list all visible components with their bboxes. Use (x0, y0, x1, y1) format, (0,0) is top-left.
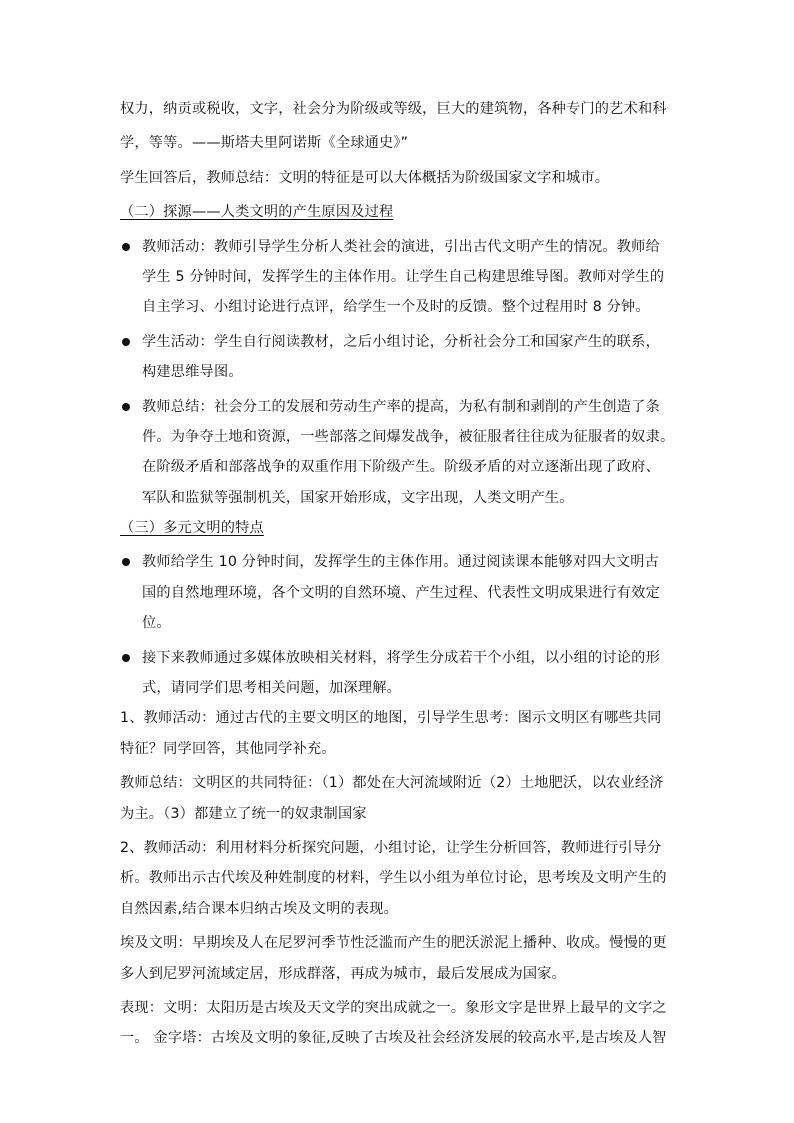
bullet-dot-icon (122, 338, 130, 346)
bullet-dot-icon (122, 654, 130, 662)
bullet-item (120, 327, 678, 388)
bullet-line: 教师活动：教师引导学生分析人类社会的演进，引出古代文明产生的情况。教师给 (142, 238, 660, 255)
bullet-item (120, 392, 678, 514)
bullet-line: 教师给学生 10 分钟时间，发挥学生的主体作用。通过阅读课本能够对四大文明古 (142, 554, 660, 571)
body-paragraphs (120, 703, 678, 1053)
bullet-line: 自主学习、小组讨论进行点评，给学生一个及时的反馈。整个过程用时 8 分钟。 (142, 299, 650, 316)
bullet-dot-icon (122, 243, 130, 251)
text-line: 教师总结：文明区的共同特征：（1）都处在大河流域附近（2）土地肥沃，以农业经济 (120, 775, 664, 792)
section-2 (120, 197, 678, 513)
bullet-line: 国的自然地理环境，各个文明的自然环境、产生过程、代表性文明成果进行有效定 (142, 584, 660, 601)
bullet-line: 教师总结：社会分工的发展和劳动生产率的提高，为私有制和剥削的产生创造了条 (142, 398, 660, 415)
bullet-line: 件。为争夺土地和资源，一些部落之间爆发战争，被征服者往往成为征服者的奴隶。 (142, 428, 675, 445)
bullet-line: 接下来教师通过多媒体放映相关材料，将学生分成若干个小组，以小组的讨论的形 (142, 649, 660, 666)
bullet-line: 在阶级矛盾和部落战争的双重作用下阶级产生。阶级矛盾的对立逐渐出现了政府、 (142, 459, 660, 476)
bullet-line: 式，请同学们思考相关问题，加深理解。 (142, 680, 401, 697)
text-line: 埃及文明：早期埃及人在尼罗河季节性泛滥而产生的肥沃淤泥上播种、收成。慢慢的更 (120, 935, 667, 952)
text-line: 一。 金字塔：古埃及文明的象征,反映了古埃及社会经济发展的较高水平,是古埃及人智 (120, 1030, 667, 1047)
text-line: 自然因素,结合课本归纳古埃及文明的表现。 (120, 900, 399, 917)
bullet-line: 学生 5 分钟时间，发挥学生的主体作用。让学生自己构建思维导图。教师对学生的 (142, 268, 665, 285)
section-2-heading: （二）探源——人类文明的产生原因及过程 (120, 204, 394, 221)
text-line: 特征？同学回答，其他同学补充。 (120, 740, 336, 757)
text-line: 1、教师活动：通过古代的主要文明区的地图，引导学生思考：图示文明区有哪些共同 (120, 710, 662, 727)
bullet-dot-icon (122, 403, 130, 411)
text-line: 学生回答后，教师总结：文明的特征是可以大体概括为阶级国家文字和城市。 (120, 169, 610, 186)
section-3 (120, 513, 678, 703)
bullet-item (120, 643, 678, 704)
text-line: 多人到尼罗河流域定居，形成群落，再成为城市，最后发展成为国家。 (120, 965, 567, 982)
bullet-dot-icon (122, 558, 130, 566)
document-page (120, 94, 678, 1054)
bullet-line: 位。 (142, 615, 171, 632)
bullet-item (120, 232, 678, 323)
text-line: 为主。（3）都建立了统一的奴隶制国家 (120, 805, 367, 822)
text-line: 权力，纳贡或税收，文字，社会分为阶级或等级，巨大的建筑物，各种专门的艺术和科 (120, 101, 667, 117)
bullet-line: 军队和监狱等强制机关，国家开始形成，文字出现，人类文明产生。 (142, 489, 574, 506)
section-3-heading: （三）多元文明的特点 (120, 520, 264, 537)
text-line: 2、教师活动：利用材料分析探究问题，小组讨论，让学生分析回答，教师进行引导分 (120, 839, 662, 856)
intro-paragraph (120, 94, 678, 193)
text-line: 学，等等。——斯塔夫里阿诺斯《全球通史》” (120, 135, 409, 152)
bullet-item (120, 547, 678, 638)
text-line: 析。教师出示古代埃及种姓制度的材料，学生以小组为单位讨论，思考埃及文明产生的 (120, 870, 667, 887)
text-line: 表现：文明：太阳历是古埃及天文学的突出成就之一。象形文字是世界上最早的文字之 (120, 999, 667, 1016)
bullet-line: 构建思维导图。 (142, 364, 243, 381)
bullet-line: 学生活动：学生自行阅读教材，之后小组讨论，分析社会分工和国家产生的联系， (142, 333, 660, 350)
